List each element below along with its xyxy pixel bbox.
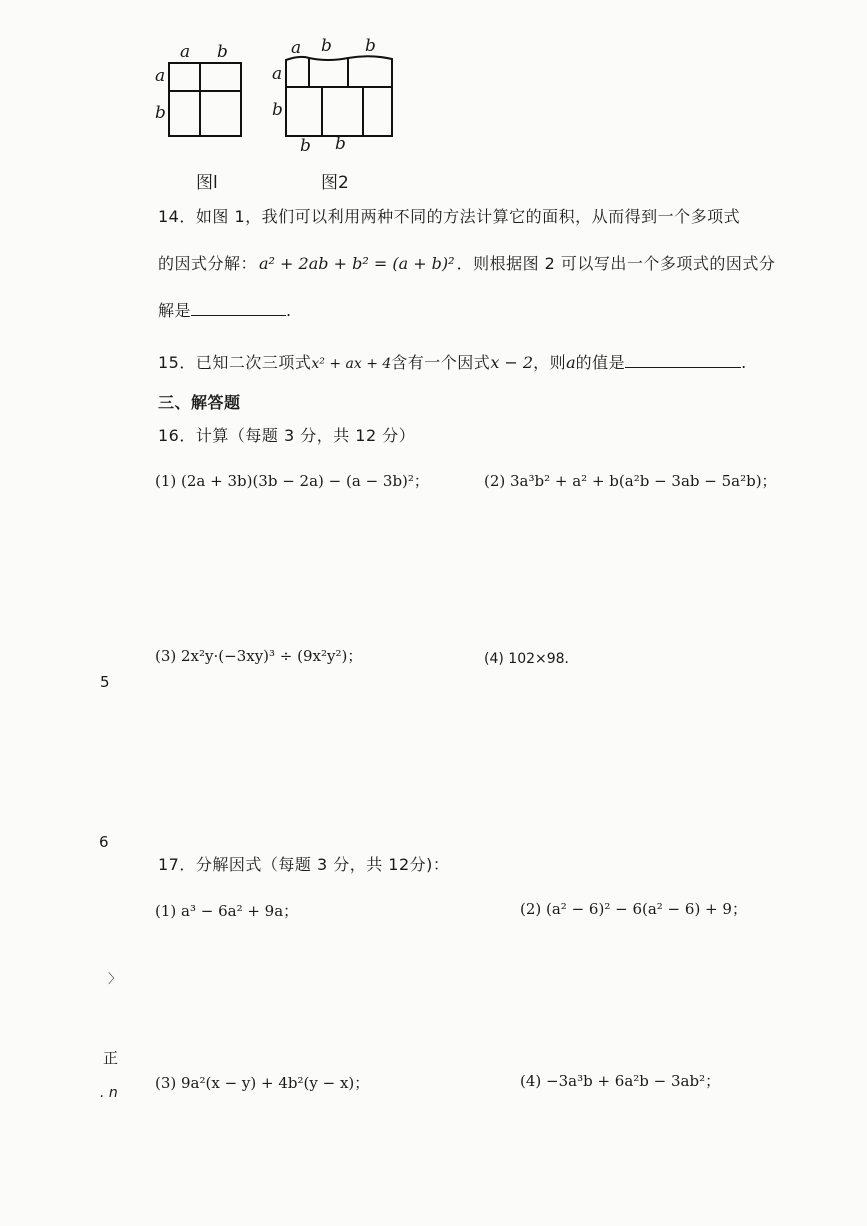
q15-factor: x − 2: [490, 353, 534, 372]
figure2-bottom-label-b2: b: [335, 134, 346, 154]
q16-part4: (4) 102×98．: [484, 651, 579, 667]
figure2-bottom-label-b1: b: [300, 136, 311, 156]
q15-variable: a: [566, 353, 576, 372]
q14-line2-prefix: 的因式分解：: [158, 254, 258, 273]
q14-answer-blank[interactable]: [191, 301, 286, 316]
margin-mark-bracket: 〉: [108, 972, 122, 987]
q15-line: [158, 350, 747, 373]
q17-part3: (3) 9a²(x − y) + 4b²(y − x)；: [155, 1074, 370, 1092]
q15-prefix: 15．已知二次三项式: [158, 353, 312, 372]
q15-end: .: [741, 353, 747, 372]
q14-line2: [158, 251, 775, 274]
q14-line1: 14．如图 1，我们可以利用两种不同的方法计算它的面积，从而得到一个多项式: [158, 207, 741, 226]
section3-heading: 三、解答题: [158, 393, 241, 412]
figure2-rectangle-diagram: [0, 0, 867, 200]
margin-mark-6: 6: [99, 833, 109, 851]
figure1-side-label-a: a: [155, 66, 166, 86]
margin-mark-zheng: 正: [103, 1049, 119, 1067]
q15-mid2: ，则: [533, 353, 567, 372]
q17-heading: 17．分解因式（每题 3 分，共 12分)：: [158, 855, 450, 874]
figure2-side-label-a: a: [272, 64, 283, 84]
margin-mark-5: 5: [100, 673, 110, 691]
figure1-caption: 图l: [196, 173, 218, 193]
q14-line3-suffix: .: [286, 301, 292, 320]
margin-mark-n: . n: [100, 1085, 118, 1101]
q14-formula: a² + 2ab + b² = (a + b)²: [259, 254, 455, 273]
q14-line2-suffix: ．则根据图 2 可以写出一个多项式的因式分: [456, 254, 776, 273]
figure1-top-label-b: b: [217, 42, 228, 62]
q15-suffix: 的值是: [575, 353, 626, 372]
q15-polynomial: x² + ax + 4: [311, 356, 392, 372]
q16-part1: (1) (2a + 3b)(3b − 2a) − (a − 3b)²；: [155, 472, 429, 490]
figure2-caption: 图2: [321, 173, 349, 193]
figure2-top-label-b2: b: [365, 36, 376, 56]
q15-answer-blank[interactable]: [625, 353, 741, 368]
q17-part2: (2) (a² − 6)² − 6(a² − 6) + 9；: [520, 900, 747, 918]
q17-part4: (4) −3a³b + 6a²b − 3ab²；: [520, 1072, 721, 1090]
figure2-top-label-b1: b: [321, 36, 332, 56]
figure1-side-label-b: b: [155, 103, 166, 123]
q15-mid: 含有一个因式: [391, 353, 491, 372]
q16-part2: (2) 3a³b² + a² + b(a²b − 3ab − 5a²b)；: [484, 472, 777, 490]
q16-part3: (3) 2x²y·(−3xy)³ ÷ (9x²y²)；: [155, 647, 363, 665]
q14-line3: [158, 298, 292, 321]
q16-heading: 16．计算（每题 3 分，共 12 分）: [158, 426, 416, 445]
q17-part1: (1) a³ − 6a² + 9a；: [155, 902, 299, 920]
figure1-top-label-a: a: [180, 42, 191, 62]
q14-line3-prefix: 解是: [158, 301, 192, 320]
figure2-top-label-a: a: [291, 38, 302, 58]
figure2-side-label-b: b: [272, 100, 283, 120]
